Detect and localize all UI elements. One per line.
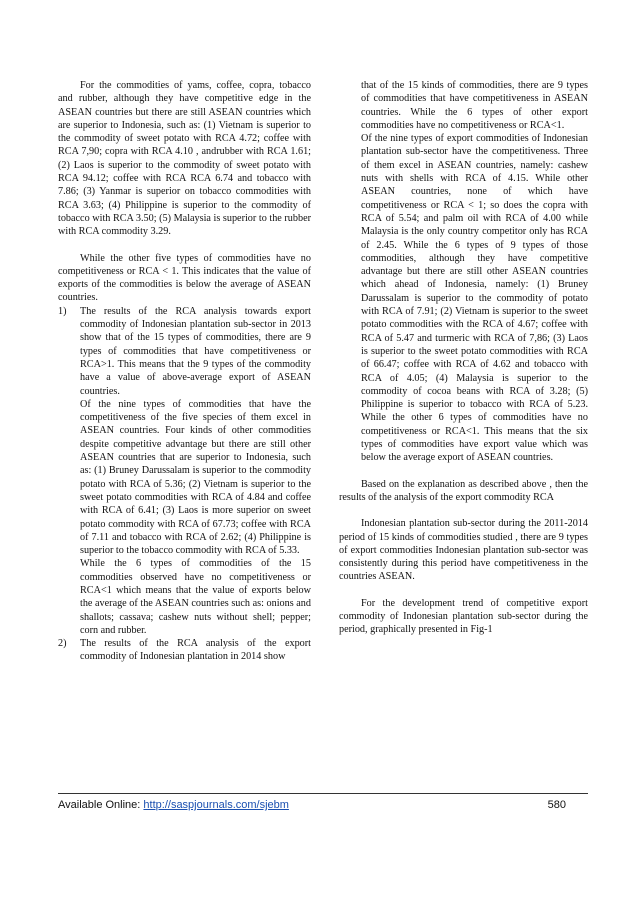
list-item-subparagraph: Of the nine types of export commodities of Indonesian plantation sub-sector have the competitiveness. Three of them excel in ASEAN countries, namely: cashew nuts with shells with RCA of 4.15. While other ASEAN countries, none of which have competitiveness or RCA < 1; so does the copra with RCA of 5.54; and palm oil with RCA of 4.00 while Malaysia is the only country competitor only has RCA of 2.45. While the 6 types of 9 types of those commodities, although they have competitive advantage but there are still other ASEAN countries which ahead of Indonesia, namely: (1) Bruney Darussalam is superior to the commodity of potato with RCA of 7.91; (2) Vietnam is superior to the sweet potato commodities with the RCA of 4.67; coffee with RCA of 5.47 and turmeric with RCA of 7,86; (3) Laos is superior to the sweet potato commodities with RCA of 66.47; coffee with RCA of 4.62 and tobacco with RCA of 4.05; (4) Malaysia is superior to the commodity of cocoa beans with RCA of 3.28; (5) Philippine is superior to tobacco with RCA of 5.23. While the other 6 types of commodities have no competitiveness or RCA<1. This means that the six types of commodities have export value which was below the average export of ASEAN countries. bbox=[361, 133, 588, 464]
continued-list-content bbox=[339, 79, 588, 465]
footer bbox=[58, 798, 588, 812]
paragraph: Based on the explanation as described above , then the results of the analysis of the export commodity RCA bbox=[339, 478, 588, 503]
left-column bbox=[58, 79, 311, 664]
spacer bbox=[339, 465, 588, 478]
list-number: 1) bbox=[58, 305, 67, 317]
list-item-subparagraph: While the 6 types of commodities of the 15 commodities observed have no competitiveness or RCA<1 which means that the value of exports below the average of the ASEAN countries such as: onions and shallots; cassava; cashew nuts without shell; pepper; corn and rubber. bbox=[80, 558, 311, 636]
paragraph: Indonesian plantation sub-sector during the 2011-2014 period of 15 kinds of commodities studied , there are 9 types of export commodities Indonesian plantation sub-sector was consistently during this period have competitiveness in the countries ASEAN. bbox=[339, 518, 588, 583]
page-number: 580 bbox=[547, 799, 566, 811]
list-item bbox=[58, 637, 311, 664]
list-item bbox=[58, 305, 311, 637]
spacer bbox=[58, 239, 311, 252]
list-item-text: The results of the RCA analysis towards export commodity of Indonesian plantation sub-sector in 2013 show that of the 15 types of commodities, there are 9 types of commodities that have competitiveness or RCA>1. This means that the 9 types of the commodity have a value of above-average export of ASEAN countries. bbox=[80, 305, 311, 397]
list-item-subparagraph: Of the nine types of commodities that have the competitiveness of the five species of them excel in ASEAN countries. Four kinds of other commodities despite competitive advantage but there are still other ASEAN countries that are superior to Indonesia, such as: (1) Bruney Darussalam is superior to the commodity potato with RCA of 5.36; (2) Vietnam is superior to the sweet potato commodities with RCA of 4.84 and coffee with RCA of 6.41; (3) Laos is more superior on sweet potato commodity with RCA of 67.73; coffee with RCA of 7.11 and tobacco with RCA of 2.62; (4) Philippine is superior to the tobacco commodity with RCA of 5.33. bbox=[80, 398, 311, 557]
spacer bbox=[339, 584, 588, 597]
list-item-text: that of the 15 kinds of commodities, there are 9 types of commodities that have competitiveness in ASEAN countries. While the 6 types of other export commodities have no competitiveness or RCA<1. bbox=[361, 80, 588, 131]
right-column bbox=[339, 79, 588, 637]
paragraph: For the development trend of competitive export commodity of Indonesian plantation sub-sector during the period, graphically presented in Fig-1 bbox=[339, 597, 588, 636]
footer-label: Available Online: bbox=[58, 799, 141, 811]
footer-divider bbox=[58, 793, 588, 794]
list-item-text: The results of the RCA analysis of the export commodity of Indonesian plantation in 2014 show bbox=[80, 638, 311, 663]
paragraph: While the other five types of commodities have no competitiveness or RCA < 1. This indicates that the value of exports of the commodities is below the average of ASEAN countries. bbox=[58, 252, 311, 304]
paragraph: For the commodities of yams, coffee, copra, tobacco and rubber, although they have competitive edge in the ASEAN countries but there are still ASEAN countries which are superior to Indonesia, such as: (1) Vietnam is superior to the commodity of sweet potato with RCA 4.72; coffee with RCA 7,90; copra with RCA 4.10 , andrubber with RCA 1.61; (2) Laos is superior to the commodity of sweet potato with RCA 94.12; coffee with RCA RCA 6.74 and tobacco with 7.86; (3) Yanmar is superior on tobacco commodities with RCA 3.63; (4) Philippine is superior to the commodity of tobacco with RCA 3.50; (5) Malaysia is superior to the rubber with RCA commodity 3.29. bbox=[58, 80, 311, 238]
spacer bbox=[339, 504, 588, 517]
journal-link[interactable]: http://saspjournals.com/sjebm bbox=[143, 799, 289, 811]
list-number: 2) bbox=[58, 638, 67, 650]
